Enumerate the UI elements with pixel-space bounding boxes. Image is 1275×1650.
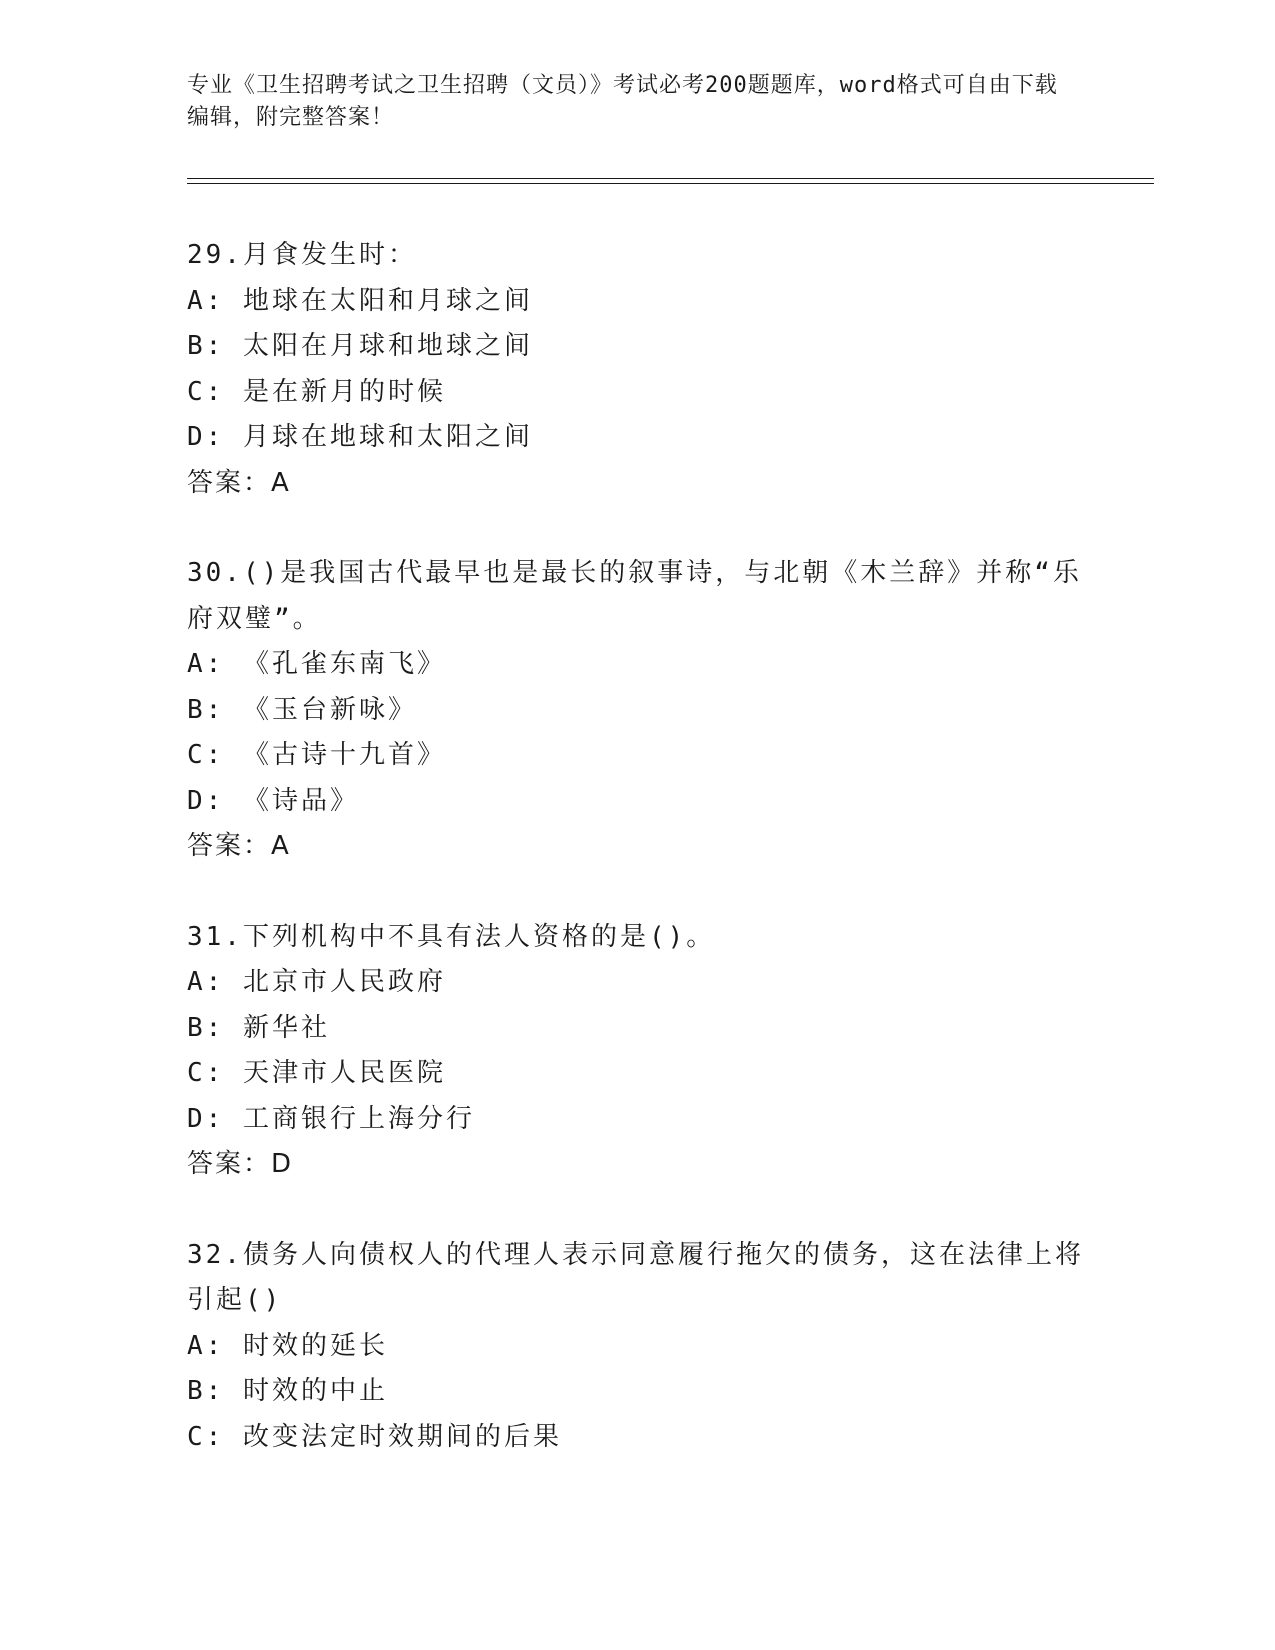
- option-a: A: 地球在太阳和月球之间: [187, 285, 533, 316]
- option-d: D: 工商银行上海分行: [187, 1103, 475, 1134]
- question-30: [187, 551, 1087, 870]
- option-a: A: 时效的延长: [187, 1330, 388, 1361]
- question-list: [187, 233, 1087, 1505]
- option-c: C: 《古诗十九首》: [187, 740, 446, 770]
- question-29: [187, 233, 1087, 506]
- question-stem: 31.下列机构中不具有法人资格的是()。: [187, 921, 716, 952]
- option-d: D: 月球在地球和太阳之间: [187, 422, 533, 452]
- option-c: C: 是在新月的时候: [187, 376, 446, 407]
- option-b: B: 太阳在月球和地球之间: [187, 331, 533, 361]
- answer-line: 答案：A: [187, 831, 291, 861]
- question-31: [187, 915, 1087, 1188]
- question-stem: 30.()是我国古代最早也是最长的叙事诗，与北朝《木兰辞》并称“乐府双璧”。: [187, 558, 1082, 634]
- option-c: C: 改变法定时效期间的后果: [187, 1421, 562, 1452]
- document-header: 专业《卫生招聘考试之卫生招聘（文员）》考试必考200题题库，word格式可自由下载编辑，附完整答案！: [187, 73, 1058, 130]
- option-c: C: 天津市人民医院: [187, 1058, 446, 1088]
- option-a: A: 《孔雀东南飞》: [187, 649, 446, 679]
- option-a: A: 北京市人民政府: [187, 967, 446, 997]
- header-divider-bottom: [187, 183, 1154, 184]
- answer-line: 答案：D: [187, 1149, 294, 1179]
- option-b: B: 新华社: [187, 1012, 330, 1043]
- question-stem: 32.债务人向债权人的代理人表示同意履行拖欠的债务，这在法律上将引起(): [187, 1239, 1084, 1315]
- question-32: [187, 1233, 1087, 1461]
- option-b: B: 时效的中止: [187, 1376, 388, 1406]
- header-divider-top: [187, 178, 1154, 179]
- question-stem: 29.月食发生时：: [187, 240, 417, 270]
- option-d: D: 《诗品》: [187, 785, 359, 816]
- answer-line: 答案：A: [187, 467, 291, 498]
- option-b: B: 《玉台新咏》: [187, 694, 417, 725]
